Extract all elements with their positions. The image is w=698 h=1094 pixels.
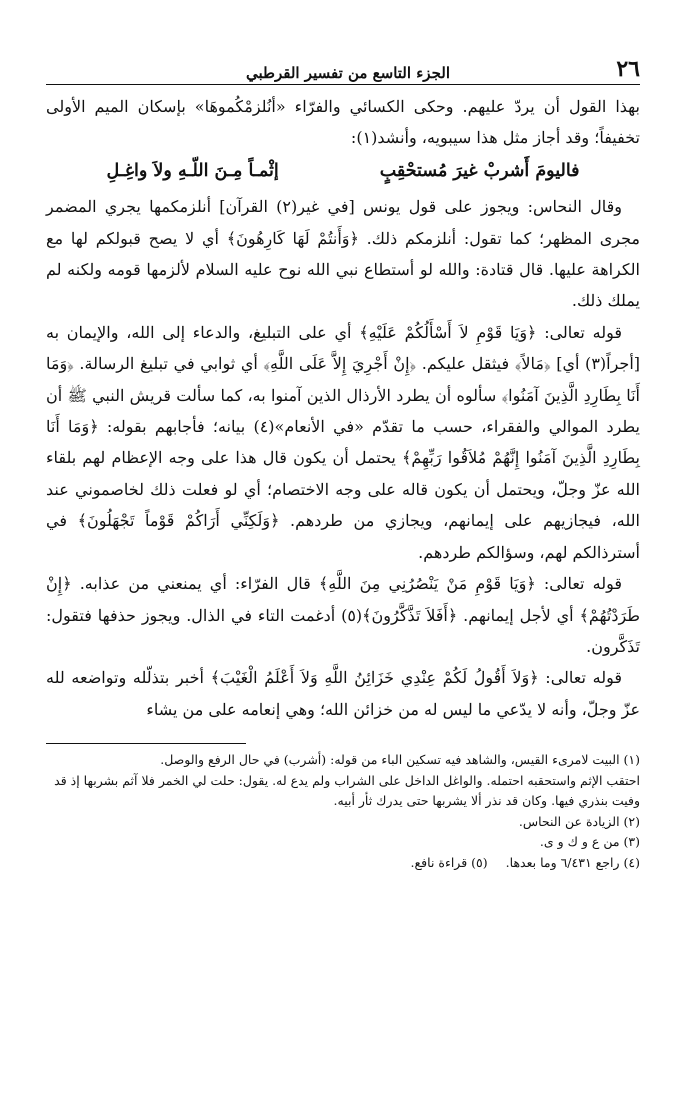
paragraph: قوله تعالى: ﴿وَيَا قَوْمِ مَنْ يَنْصُرُنِي مِنَ اللَّهِ﴾ قال الفرّاء: أي يمنعني من عذابه. ﴿إِنْ طَرَدْتُهُمْ﴾ أي لأجل إيمانهم. ﴿أَفَلاَ تَذَّكَّرُونَ﴾(٥) أدغمت التاء في الذال. ويجوز حذفها فتقول: تَذَكَّرون. [46, 574, 641, 656]
footnote: (١) البيت لامرىء القيس، والشاهد فيه تسكين الباء من قوله: (أشرب) في حال الرفع والوصل. [160, 752, 640, 768]
footnotes [46, 750, 640, 873]
running-title: الجزء التاسع من تفسير القرطبي [246, 64, 450, 82]
footnote: (٤) راجع ٦/٤٣١ وما بعدها. [505, 854, 640, 870]
paragraph: قوله تعالى: ﴿وَلاَ أَقُولُ لَكُمْ عِنْدِي خَزَائِنُ اللَّهِ وَلاَ أَعْلَمُ الْغَيْبَ﴾ أخبر بتذلّله وتواضعه لله عزّ وجلّ، وأنه لا يدّعي ما ليس له من خزائن الله؛ وهي إنعامه على من يشاء [46, 668, 640, 719]
footnote: (٥) قراءة نافع. [410, 854, 488, 870]
paragraph: وقال النحاس: ويجوز على قول يونس [في غير(٢) القرآن] أنلزمكمها يجري المضمر مجرى المظهر؛ كما تقول: أنلزمكم ذلك. ﴿وَأَنتُمْ لَهَا كَارِهُونَ﴾ أي لا يصح قبولكم لها مع الكراهة عليها. قال قتادة: والله لو أستطاع نبي الله نوح عليه السلام لألزمها قومه ولكنه لم يملك ذلك. [46, 197, 640, 311]
page-header [46, 52, 640, 85]
footnote-continuation: احتقب الإثم واستحقبه احتمله. والواغل الداخل على الشراب ولم يدع له. يقول: حلت لي الخمر فلا آثم بشربها إذ قد وفيت بنذري فيها. وكان قد نذر ألا يشربها حتى يدرك ثأر أبيه. [54, 772, 640, 809]
footnote: (٣) من ع و ك و ى. [539, 834, 640, 850]
footnote-divider [46, 743, 246, 744]
verse-hemistich: فاليومَ أَشربْ غيرَ مُستحْقِبٍ [379, 160, 580, 181]
verse-hemistich: إثْمـاً مِـنَ اللّـهِ ولاَ واغِـلِ [106, 160, 279, 181]
footnote: (٢) الزيادة عن النحاس. [518, 813, 640, 829]
poetry-verse [46, 154, 640, 191]
paragraph: قوله تعالى: ﴿وَيَا قَوْمِ لاَ أَسْأَلُكُمْ عَلَيْهِ﴾ أي على التبليغ، والدعاء إلى الله، والإيمان به [أجراً(٣) أي] ﴿مَالاً﴾ فيثقل عليكم. ﴿إِنْ أَجْرِيَ إِلاَّ عَلَى اللَّهِ﴾ أي ثوابي في تبليغ الرسالة. ﴿وَمَا أَنَا بِطَارِدِ الَّذِينَ آمَنُوا﴾ سألوه أن يطرد الأرذال الذين آمنوا به، كما سألت قريش النبي ﷺ أن يطرد الموالي والفقراء، حسب ما تقدّم «في الأنعام»(٤) بيانه؛ فأجابهم بقوله: ﴿وَمَا أَنَا بِطَارِدِ الَّذِينَ آمَنُوا إِنَّهُمْ مُلاَقُوا رَبِّهِمْ﴾ يحتمل أن يكون قال هذا على وجه الإعظام لهم بلقاء الله عزّ وجلّ، ويحتمل أن يكون قاله على وجه الاختصام؛ أي لو فعلت ذلك لخاصموني عند الله، فيجازيهم على إيمانهم، ويجازي من طردهم. ﴿وَلَكِنِّي أَرَاكُمْ قَوْماً تَجْهَلُونَ﴾ في أسترذالكم لهم، وسؤالكم طردهم. [46, 322, 640, 562]
footnote-row [46, 853, 640, 874]
paragraph: بهذا القول أن يردّ عليهم. وحكى الكسائي والفرّاء «أنُلزمْكُموهَا» بإسكان الميم الأولى تخفيفاً؛ وقد أجاز مثل هذا سيبويه، وأنشد(١): [46, 97, 640, 148]
page-number: ٢٦ [616, 56, 640, 82]
main-text [46, 91, 640, 725]
